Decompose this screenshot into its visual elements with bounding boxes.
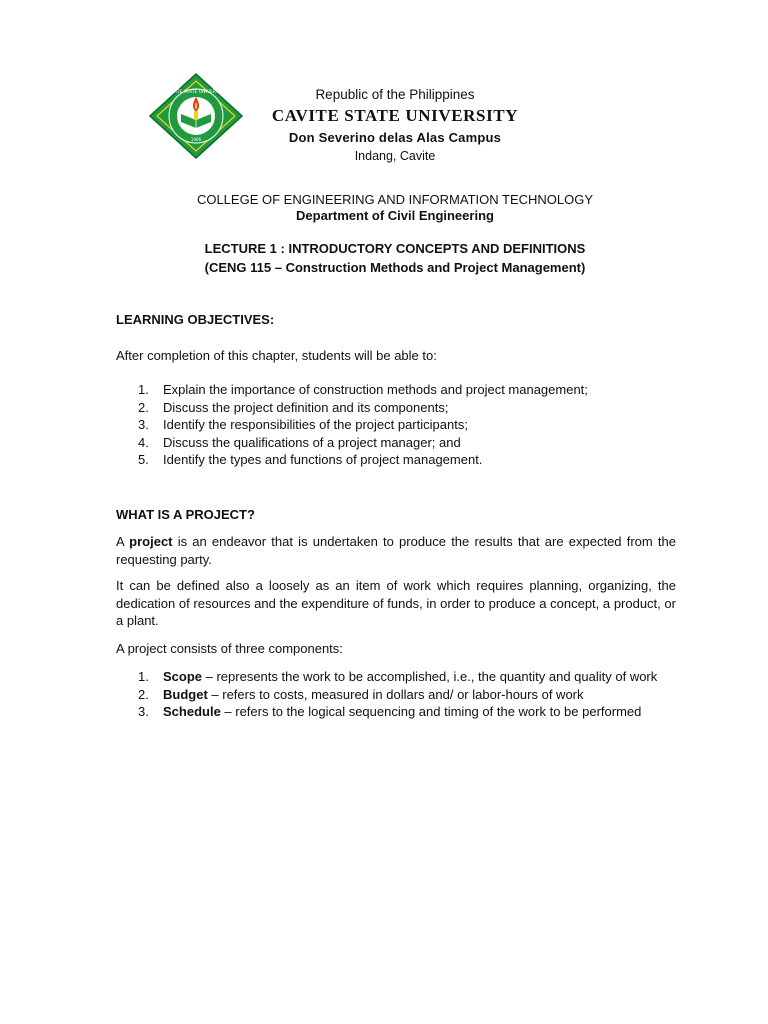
project-term: project — [129, 534, 173, 549]
list-item: 1. Scope – represents the work to be accomplished, i.e., the quantity and quality of work — [138, 669, 658, 684]
list-item: 3. Schedule – refers to the logical sequencing and timing of the work to be performed — [138, 704, 642, 719]
list-item: 3. Identify the responsibilities of the project participants; — [138, 417, 468, 432]
letterhead — [250, 86, 540, 165]
college-name: COLLEGE OF ENGINEERING AND INFORMATION TECHNOLOGY — [196, 192, 594, 207]
objectives-intro: After completion of this chapter, students will be able to: — [116, 348, 437, 363]
components-intro: A project consists of three components: — [116, 641, 343, 656]
seal-text: CAVITE STATE UNIVERSITY — [166, 90, 226, 95]
list-item: 2. Discuss the project definition and its components; — [138, 399, 449, 415]
project-description-paragraph: It can be defined also a loosely as an item of work which requires planning, organizing, the dedication of resources and the expenditure of funds, in order to produce a concept, a product, or a plant. — [116, 578, 676, 628]
university-seal-logo — [148, 72, 244, 160]
campus-name: Don Severino delas Alas Campus — [288, 130, 502, 145]
objectives-list — [116, 381, 676, 469]
republic-line: Republic of the Philippines — [315, 87, 475, 102]
list-item: 1. Explain the importance of construction methods and project management; — [138, 382, 588, 397]
list-item: 4. Discuss the qualifications of a project manager; and — [138, 434, 461, 450]
seal-year: 1906 — [190, 137, 202, 142]
department-name: Department of Civil Engineering — [296, 208, 494, 223]
learning-objectives-heading: LEARNING OBJECTIVES: — [116, 312, 275, 327]
what-is-project-heading: WHAT IS A PROJECT? — [116, 507, 255, 522]
campus-location: Indang, Cavite — [354, 149, 436, 163]
university-name: CAVITE STATE UNIVERSITY — [271, 106, 519, 125]
lecture-course: (CENG 115 – Construction Methods and Project Management) — [204, 260, 586, 275]
lecture-title: LECTURE 1 : INTRODUCTORY CONCEPTS AND DEFINITIONS — [204, 241, 586, 256]
list-item: 5. Identify the types and functions of project management. — [138, 452, 483, 467]
project-definition-paragraph: A project is an endeavor that is undertaken to produce the results that are expected from the requesting party. — [116, 534, 676, 567]
list-item: 2. Budget – refers to costs, measured in dollars and/ or labor-hours of work — [138, 686, 584, 702]
components-list — [116, 668, 676, 721]
